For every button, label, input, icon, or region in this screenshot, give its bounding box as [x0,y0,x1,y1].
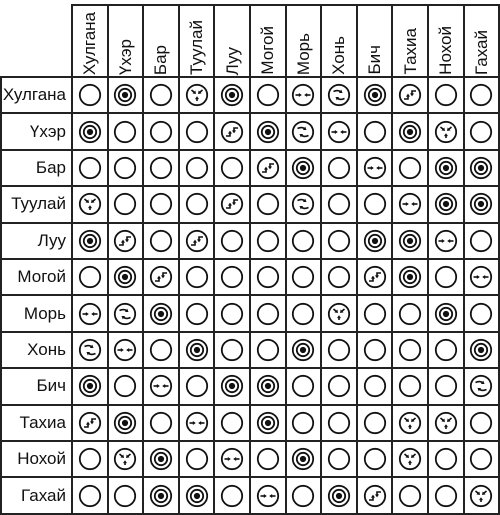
row-header: Бар [35,157,66,177]
empty-circle-icon [434,447,458,471]
grid-hline [0,112,500,114]
grid-hline [0,476,500,478]
empty-circle-icon [291,411,315,435]
empty-circle-icon [113,156,137,180]
target-circle-icon [113,411,137,435]
empty-circle-icon [291,374,315,398]
column-header [250,6,286,75]
empty-circle-icon [220,229,244,253]
target-circle-icon [185,484,209,508]
empty-circle-icon [256,338,280,362]
empty-circle-icon [469,83,493,107]
empty-circle-icon [78,156,102,180]
grid-hline [0,222,500,224]
row-header: Могой [17,267,66,287]
target-circle-icon [78,120,102,144]
empty-circle-icon [363,374,387,398]
row-header: Луу [37,230,66,250]
empty-circle-icon [469,302,493,326]
empty-circle-icon [185,374,209,398]
target-circle-icon [149,302,173,326]
column-header-label: Хулгана [80,11,100,75]
diagonal-arrows-icon [149,265,173,289]
grid-hline [0,367,500,369]
diagonal-arrows-icon [256,156,280,180]
empty-circle-icon [185,192,209,216]
converging-arrows-icon [398,447,422,471]
inward-arrows-icon [220,447,244,471]
grid-hline [0,185,500,187]
row-header: Хулгана [2,85,66,105]
column-header-label: Луу [222,46,242,75]
target-circle-icon [220,374,244,398]
empty-circle-icon [398,302,422,326]
empty-circle-icon [78,484,102,508]
diagonal-arrows-icon [363,265,387,289]
target-circle-icon [363,229,387,253]
column-header [214,6,250,75]
empty-circle-icon [185,265,209,289]
inward-arrows-icon [256,484,280,508]
empty-circle-icon [220,338,244,362]
empty-circle-icon [220,411,244,435]
converging-arrows-icon [434,120,458,144]
empty-circle-icon [434,338,458,362]
target-circle-icon [256,374,280,398]
target-circle-icon [469,338,493,362]
grid-hline [0,294,500,296]
target-circle-icon [113,265,137,289]
converging-arrows-icon [113,447,137,471]
row-header: Үхэр [29,121,66,141]
column-header-label: Бар [151,44,171,75]
target-circle-icon [78,229,102,253]
diagonal-arrows-icon [220,192,244,216]
target-circle-icon [291,447,315,471]
converging-arrows-icon [434,411,458,435]
empty-circle-icon [434,83,458,107]
empty-circle-icon [185,120,209,144]
row-header: Бич [36,376,66,396]
empty-circle-icon [256,192,280,216]
empty-circle-icon [469,229,493,253]
empty-circle-icon [327,447,351,471]
target-circle-icon [220,83,244,107]
inward-arrows-icon [434,229,458,253]
empty-circle-icon [327,265,351,289]
grid-hline [0,258,500,260]
column-header-label: Үхэр [115,38,135,75]
empty-circle-icon [256,229,280,253]
empty-circle-icon [256,265,280,289]
empty-circle-icon [256,447,280,471]
grid-hline [0,76,500,78]
inward-arrows-icon [149,374,173,398]
empty-circle-icon [363,120,387,144]
column-header [143,6,179,75]
empty-circle-icon [291,302,315,326]
target-circle-icon [434,156,458,180]
target-circle-icon [327,484,351,508]
grid-hline [0,331,500,333]
target-circle-icon [78,374,102,398]
target-circle-icon [434,192,458,216]
diagonal-arrows-icon [363,484,387,508]
empty-circle-icon [327,229,351,253]
empty-circle-icon [149,338,173,362]
column-header [108,6,144,75]
inward-arrows-icon [291,83,315,107]
inward-arrows-icon [469,265,493,289]
empty-circle-icon [327,411,351,435]
empty-circle-icon [398,156,422,180]
empty-circle-icon [185,156,209,180]
empty-circle-icon [363,192,387,216]
target-circle-icon [256,411,280,435]
column-header [321,6,357,75]
curved-arrows-icon [327,83,351,107]
target-circle-icon [149,447,173,471]
empty-circle-icon [220,265,244,289]
column-header-label: Тахиа [400,28,420,75]
empty-circle-icon [78,83,102,107]
column-header-label: Могой [258,26,278,75]
empty-circle-icon [327,338,351,362]
diagonal-arrows-icon [113,229,137,253]
empty-circle-icon [434,374,458,398]
grid-hline [0,440,500,442]
empty-circle-icon [327,156,351,180]
column-header-label: Нохой [436,26,456,75]
column-header [392,6,428,75]
row-header: Гахай [21,485,66,505]
column-header-label: Морь [293,32,313,75]
target-circle-icon [469,192,493,216]
curved-arrows-icon [113,302,137,326]
target-circle-icon [291,338,315,362]
empty-circle-icon [113,374,137,398]
empty-circle-icon [363,411,387,435]
target-circle-icon [113,83,137,107]
column-header [357,6,393,75]
target-circle-icon [434,302,458,326]
target-circle-icon [363,83,387,107]
diagonal-arrows-icon [185,229,209,253]
diagonal-arrows-icon [220,120,244,144]
converging-arrows-icon [398,411,422,435]
inward-arrows-icon [113,338,137,362]
inward-arrows-icon [398,192,422,216]
empty-circle-icon [185,302,209,326]
empty-circle-icon [398,374,422,398]
target-circle-icon [398,229,422,253]
empty-circle-icon [469,411,493,435]
empty-circle-icon [256,302,280,326]
converging-arrows-icon [185,83,209,107]
empty-circle-icon [291,484,315,508]
empty-circle-icon [469,120,493,144]
empty-circle-icon [327,374,351,398]
empty-circle-icon [185,447,209,471]
empty-circle-icon [78,447,102,471]
inward-arrows-icon [185,411,209,435]
converging-arrows-icon [78,192,102,216]
curved-arrows-icon [291,192,315,216]
row-header: Нохой [17,449,66,469]
converging-arrows-icon [327,302,351,326]
empty-circle-icon [469,447,493,471]
empty-circle-icon [149,120,173,144]
diagonal-arrows-icon [78,411,102,435]
empty-circle-icon [363,338,387,362]
empty-circle-icon [113,192,137,216]
diagonal-arrows-icon [398,83,422,107]
empty-circle-icon [149,192,173,216]
row-header: Туулай [11,194,66,214]
column-header-label: Гахай [471,30,491,75]
target-circle-icon [149,484,173,508]
empty-circle-icon [398,338,422,362]
column-header [286,6,322,75]
empty-circle-icon [149,156,173,180]
row-header: Морь [23,303,66,323]
empty-circle-icon [220,156,244,180]
inward-arrows-icon [78,302,102,326]
row-header: Тахиа [19,412,66,432]
column-header [428,6,464,75]
empty-circle-icon [327,192,351,216]
column-header-label: Туулай [187,20,207,75]
empty-circle-icon [113,120,137,144]
column-header-label: Бич [365,45,385,75]
target-circle-icon [469,156,493,180]
empty-circle-icon [149,411,173,435]
target-circle-icon [291,156,315,180]
grid-hline [0,149,500,151]
empty-circle-icon [291,265,315,289]
empty-circle-icon [220,484,244,508]
curved-arrows-icon [469,374,493,398]
empty-circle-icon [78,265,102,289]
empty-circle-icon [149,229,173,253]
empty-circle-icon [291,229,315,253]
target-circle-icon [256,120,280,144]
curved-arrows-icon [78,338,102,362]
empty-circle-icon [363,302,387,326]
empty-circle-icon [363,447,387,471]
column-header [464,6,500,75]
curved-arrows-icon [291,120,315,144]
row-header: Хонь [27,339,66,359]
empty-circle-icon [149,83,173,107]
column-header-label: Хонь [329,36,349,75]
column-header [179,6,215,75]
converging-arrows-icon [469,484,493,508]
grid-hline [0,404,500,406]
empty-circle-icon [434,484,458,508]
target-circle-icon [398,120,422,144]
empty-circle-icon [220,302,244,326]
inward-arrows-icon [363,156,387,180]
target-circle-icon [398,265,422,289]
empty-circle-icon [256,83,280,107]
target-circle-icon [185,338,209,362]
empty-circle-icon [113,484,137,508]
column-header [72,6,108,75]
empty-circle-icon [434,265,458,289]
inward-arrows-icon [327,120,351,144]
empty-circle-icon [398,484,422,508]
